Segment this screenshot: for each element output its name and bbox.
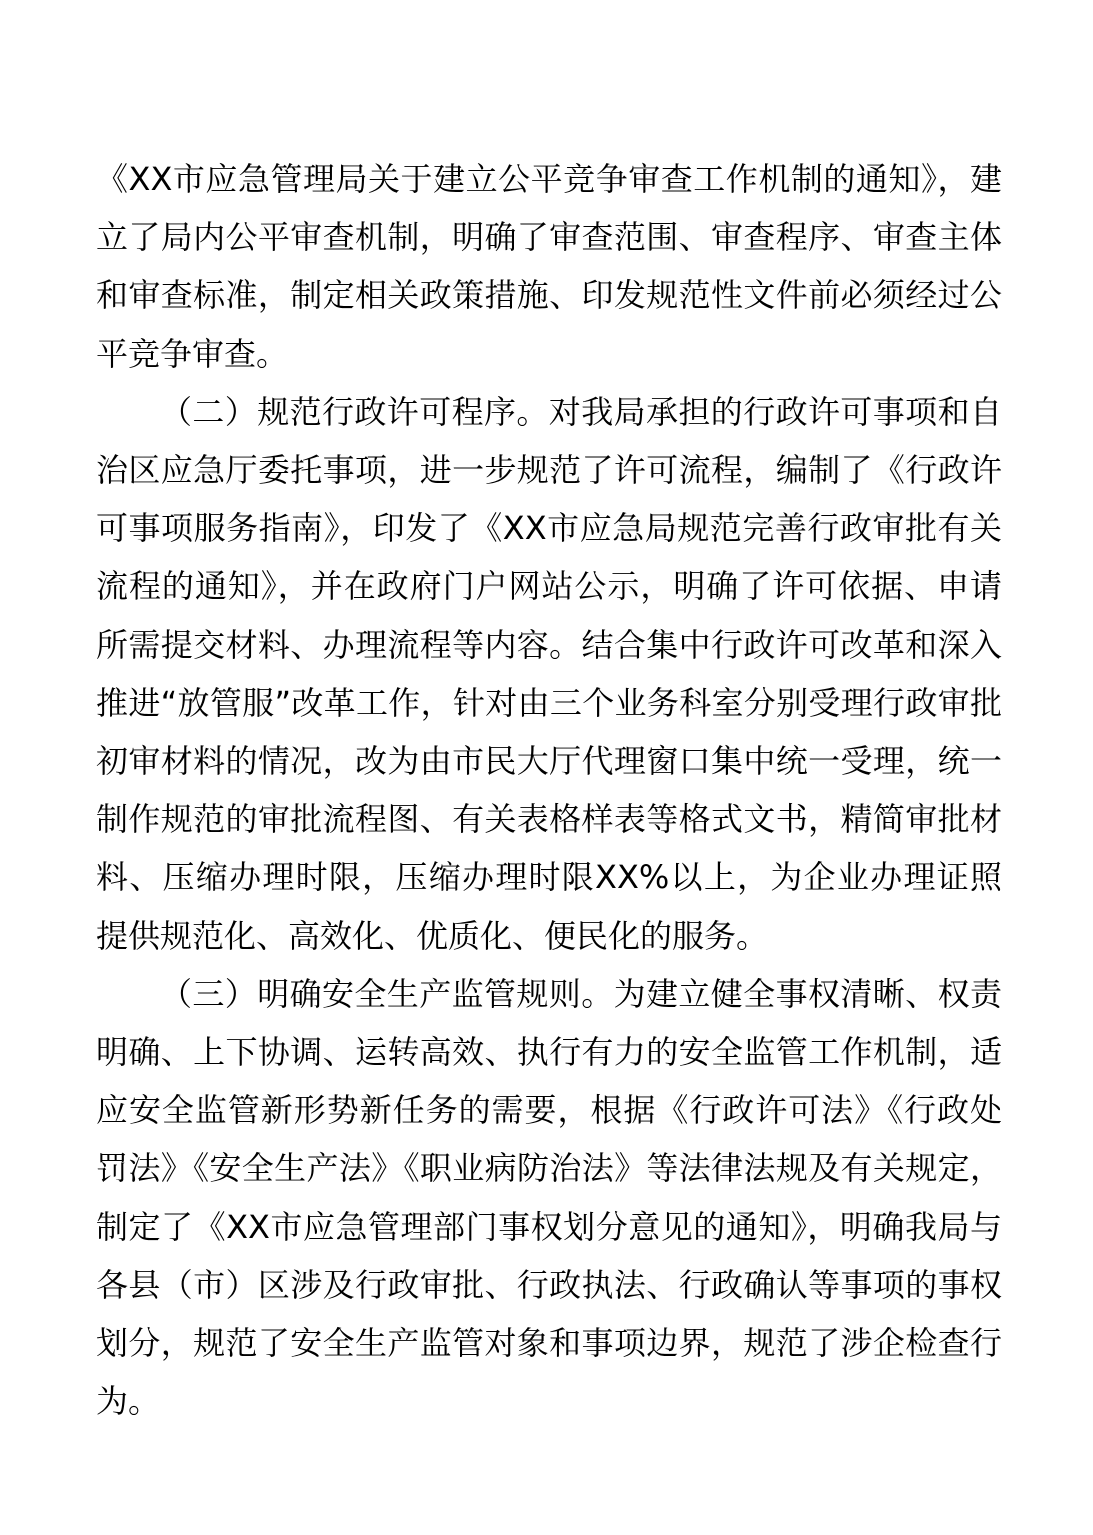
paragraph-safety-supervision-rules: （三）明确安全生产监管规则。为建立健全事权清晰、权责明确、上下协调、运转高效、执行有力的安全监管工作机制，适应安全监管新形势新任务的需要，根据《行政许可法》《行政处罚法》《安全生产法》《职业病防治法》等法律法规及有关规定，制定了《XX市应急管理部门事权划分意见的通知》，明确我局与各县（市）区涉及行政审批、行政执法、行政确认等事项的事权划分，规范了安全生产监管对象和事项边界，规范了涉企检查行为。 <box>96 974 1002 1421</box>
paragraph-administrative-licensing: （二）规范行政许可程序。对我局承担的行政许可事项和自治区应急厅委托事项，进一步规范了许可流程，编制了《行政许可事项服务指南》，印发了《XX市应急局规范完善行政审批有关流程的通知》，并在政府门户网站公示，明确了许可依据、申请所需提交材料、办理流程等内容。结合集中行政许可改革和深入推进“放管服”改革工作，针对由三个业务科室分别受理行政审批初审材料的情况，改为由市民大厅代理窗口集中统一受理，统一制作规范的审批流程图、有关表格样表等格式文书，精简审批材料、压缩办理时限，压缩办理时限XX%以上，为企业办理证照提供规范化、高效化、优质化、便民化的服务。 <box>96 392 1002 955</box>
paragraph-fair-competition-review: 《XX市应急管理局关于建立公平竞争审查工作机制的通知》，建立了局内公平审查机制，明确了审查范围、审查程序、审查主体和审查标准，制定相关政策措施、印发规范性文件前必须经过公平竞争审查。 <box>96 160 1002 373</box>
document-body <box>96 150 1002 1430</box>
